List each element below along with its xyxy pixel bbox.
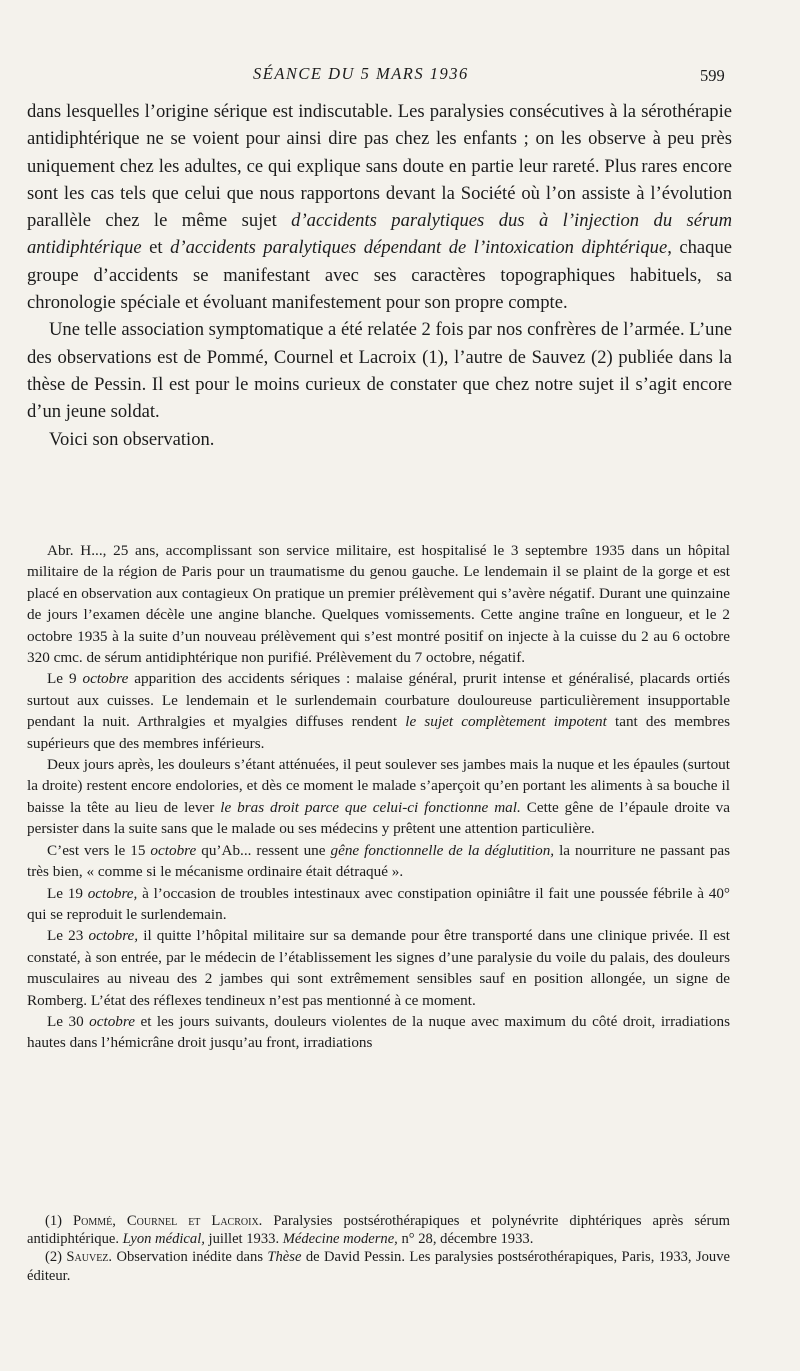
main-text <box>27 98 732 453</box>
observation-paragraph <box>27 925 730 1011</box>
italic-run: le bras droit parce que celui-ci fonctionne mal. <box>220 798 521 816</box>
observation-paragraph <box>27 668 730 754</box>
page-header <box>0 64 800 88</box>
text-run: et les jours suivants, douleurs violentes de la nuque avec maximum du côté droit, irradiations hautes dans l’hémicrâne droit jusqu’au front, irradiations <box>27 1012 730 1052</box>
italic-run: octobre, <box>87 884 138 902</box>
page-number: 599 <box>700 66 725 85</box>
running-title: SÉANCE DU 5 MARS 1936 <box>253 64 469 83</box>
observation-paragraph: Abr. H..., 25 ans, accomplissant son service militaire, est hospitalisé le 3 septembre 1935 dans un hôpital militaire de la région de Paris pour un traumatisme du genou gauche. Le lendemain il se plaint de la gorge et est placé en observation aux contagieux On pratique un premier prélèvement qui s’avère négatif. Durant une quinzaine de jours l’examen décèle une angine blanche. Quelques vomissements. Cette angine traîne en longueur, et le 2 octobre 1935 à la suite d’un nouveau prélèvement qui s’est montré positif on injecte à la cuisse du 2 au 6 octobre 320 cmc. de sérum antidiphtérique non purifié. Prélèvement du 7 octobre, négatif. <box>27 542 730 667</box>
journal-title: Lyon médical, <box>122 1231 205 1248</box>
italic-run: le sujet complètement impotent <box>405 713 607 731</box>
text-run: de David Pessin. Les paralysies postsérothérapiques, Paris, 1933, Jouve éditeur. <box>27 1249 730 1284</box>
observation-paragraph <box>27 883 730 926</box>
italic-run: octobre <box>150 841 197 859</box>
text-run: n° 28, décembre 1933. <box>397 1231 534 1248</box>
italic-run: octobre <box>82 670 129 688</box>
text-run: Paralysies postsérothérapiques et polynévrite diphtériques après sérum antidiphtérique. <box>27 1213 730 1248</box>
journal-title: Médecine moderne, <box>282 1231 398 1248</box>
italic-run: d’accidents paralytiques dépendant de l’intoxication diphtérique <box>170 237 668 259</box>
text-run: Observation inédite dans <box>112 1249 268 1266</box>
italic-run: octobre, <box>88 927 139 945</box>
italic-run: d’accidents paralytiques dus à l’injection du sérum antidiphtérique <box>27 210 732 259</box>
text-run: Le 30 <box>47 1012 90 1030</box>
italic-run: gêne fonctionnelle de la déglutition, <box>330 841 555 859</box>
footnote-authors: Pommé, Cournel et Lacroix. <box>73 1213 263 1229</box>
text-run: la nourriture ne passant pas très bien, « comme si le mécanisme ordinaire était détraqué ». <box>27 841 730 881</box>
text-run: il quitte l’hôpital militaire sur sa demande pour être transporté dans une clinique privée. Il est constaté, à son entrée, par le médecin de l’établissement les signes d’une paralysie du voile du palais, des douleurs musculaires au niveau des 2 jambes qui sont extrêmement sensibles sauf en position allongée, un signe de Romberg. L’état des réflexes tendineux n’est pas mentionné à ce moment. <box>27 927 730 1009</box>
footnote-2 <box>27 1248 730 1284</box>
paragraph-association: Une telle association symptomatique a été relatée 2 fois par nos confrères de l’armée. L’une des observations est de Pommé, Cournel et Lacroix (1), l’autre de Sauvez (2) publiée dans la thèse de Pessin. Il est pour le moins curieux de constater que chez notre sujet il s’agit encore d’un jeune soldat. <box>27 319 732 423</box>
observation-paragraph <box>27 1011 730 1054</box>
text-run: , chaque groupe d’accidents se manifestant avec ses caractères topographiques habituels, sa chronologie spéciale et évoluant manifestement pour son propre compte. <box>27 237 733 314</box>
footnote-1 <box>27 1212 730 1248</box>
text-run: Le 19 <box>47 884 88 902</box>
paragraph-intro <box>27 98 732 316</box>
text-run: Cette gêne de l’épaule droite va persister dans la suite sans que le malade ou ses médecins y prêtent une attention particulière. <box>27 798 731 838</box>
footnote-authors: Sauvez. <box>66 1249 113 1266</box>
observation-text <box>27 540 730 1054</box>
observation-paragraph <box>27 840 730 883</box>
text-run: et <box>141 237 171 259</box>
text-run: dans lesquelles l’origine sérique est indiscutable. Les paralysies consécutives à la sérothérapie antidiphtérique ne se voient pour ainsi dire pas chez les enfants ; on les observe à peu près uniquement chez les adultes, ce qui explique sans doute en partie leur rareté. Plus rares encore sont les cas tels que celui que nous rapportons devant la Société où l’on assiste à l’évolution parallèle chez le même sujet <box>27 101 732 232</box>
footnote-number: (2) <box>45 1249 67 1266</box>
italic-run: Thèse <box>267 1249 302 1266</box>
text-run: qu’Ab... ressent une <box>196 841 331 859</box>
text-run: Le 9 <box>47 670 83 688</box>
observation-paragraph <box>27 754 730 840</box>
italic-run: octobre <box>89 1012 135 1030</box>
text-run: juillet 1933. <box>204 1231 283 1248</box>
text-run: tant des membres supérieurs que des membres inférieurs. <box>27 713 730 752</box>
footnotes <box>27 1212 730 1285</box>
paragraph-observation-lead: Voici son observation. <box>49 428 215 450</box>
text-run: Deux jours après, les douleurs s’étant atténuées, il peut soulever ses jambes mais la nuque et les épaules (surtout la droite) restent encore endolories, et dès ce moment le malade s’aperçoit qu’en portant les aliments à sa bouche il baisse la tête au lieu de lever <box>27 756 730 816</box>
footnote-number: (1) <box>45 1213 74 1229</box>
text-run: apparition des accidents sériques : malaise général, prurit intense et généralisé, placards ortiés surtout aux cuisses. Le lendemain et le surlendemain courbature douloureuse particulièrement insupportable pendant la nuit. Arthralgies et myalgies diffuses rendent <box>27 670 730 731</box>
text-run: C’est vers le 15 <box>47 841 151 859</box>
text-run: à l’occasion de troubles intestinaux avec constipation opiniâtre il fait une poussée fébrile à 40° qui se reproduit le surlendemain. <box>27 884 730 923</box>
text-run: Le 23 <box>47 927 89 945</box>
